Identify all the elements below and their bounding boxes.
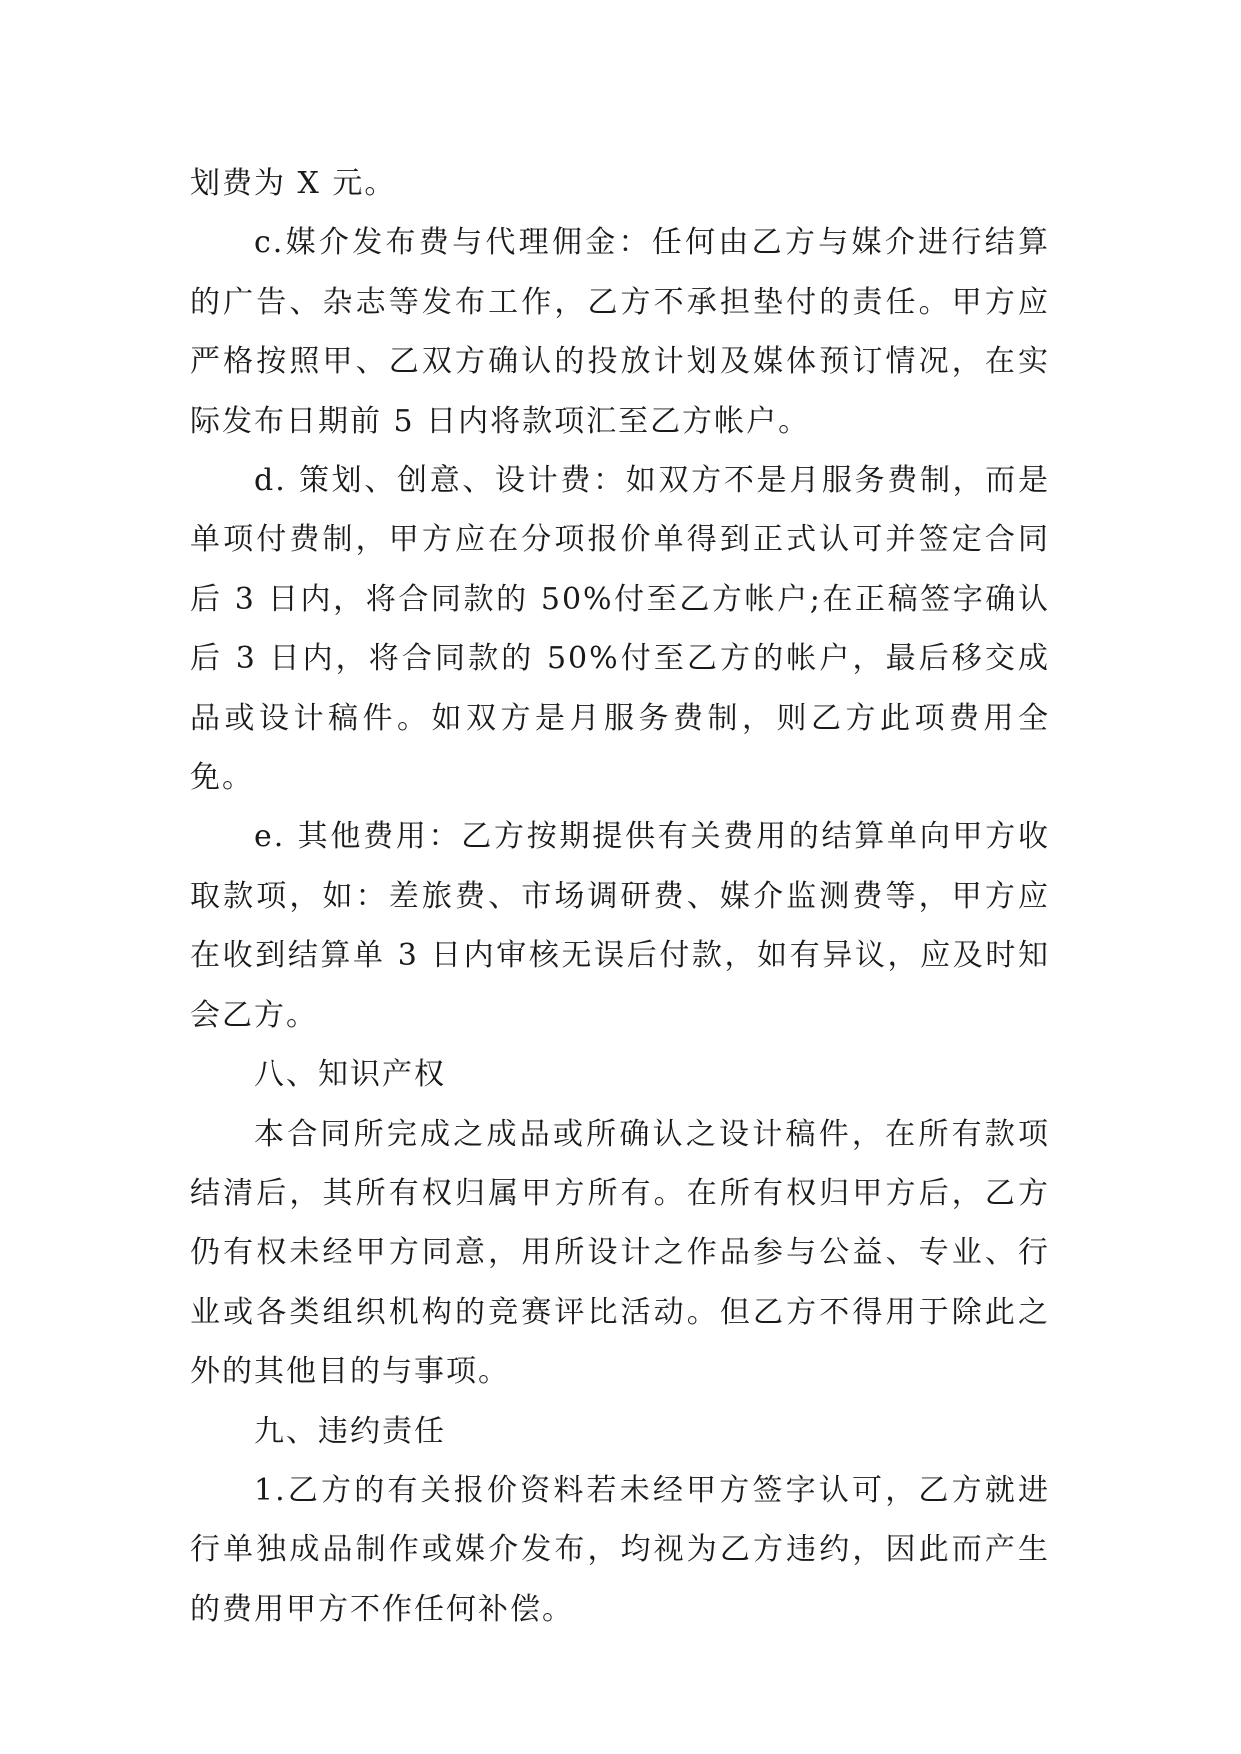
paragraph-breach-item-1: 1.乙方的有关报价资料若未经甲方签字认可，乙方就进行单独成品制作或媒介发布，均视为乙方违约，因此而产生的费用甲方不作任何补偿。 — [190, 1472, 1050, 1627]
document-body — [190, 154, 1050, 1639]
section-heading-intellectual-property: 八、知识产权 — [254, 1057, 446, 1093]
section-heading-breach-liability: 九、违约责任 — [254, 1413, 446, 1449]
paragraph-continuation: 划费为 X 元。 — [190, 166, 397, 201]
paragraph-clause-e: e. 其他费用：乙方按期提供有关费用的结算单向甲方收取款项，如：差旅费、市场调研费、媒介监测费等，甲方应在收到结算单 3 日内审核无误后付款，如有异议，应及时知会乙方。 — [190, 819, 1050, 1033]
paragraph-clause-c: c.媒介发布费与代理佣金：任何由乙方与媒介进行结算的广告、杂志等发布工作，乙方不承担垫付的责任。甲方应严格按照甲、乙双方确认的投放计划及媒体预订情况，在实际发布日期前 5 日内将款项汇至乙方帐户。 — [190, 225, 1050, 439]
paragraph-clause-d: d. 策划、创意、设计费：如双方不是月服务费制，而是单项付费制，甲方应在分项报价单得到正式认可并签定合同后 3 日内，将合同款的 50%付至乙方帐户;在正稿签字确认后 3 日内，将合同款的 50%付至乙方的帐户，最后移交成品或设计稿件。如双方是月服务费制，则乙方此项费用全免。 — [190, 463, 1050, 796]
paragraph-intellectual-property: 本合同所完成之成品或所确认之设计稿件，在所有款项结清后，其所有权归属甲方所有。在所有权归甲方后，乙方仍有权未经甲方同意，用所设计之作品参与公益、专业、行业或各类组织机构的竞赛评比活动。但乙方不得用于除此之外的其他目的与事项。 — [190, 1116, 1050, 1390]
